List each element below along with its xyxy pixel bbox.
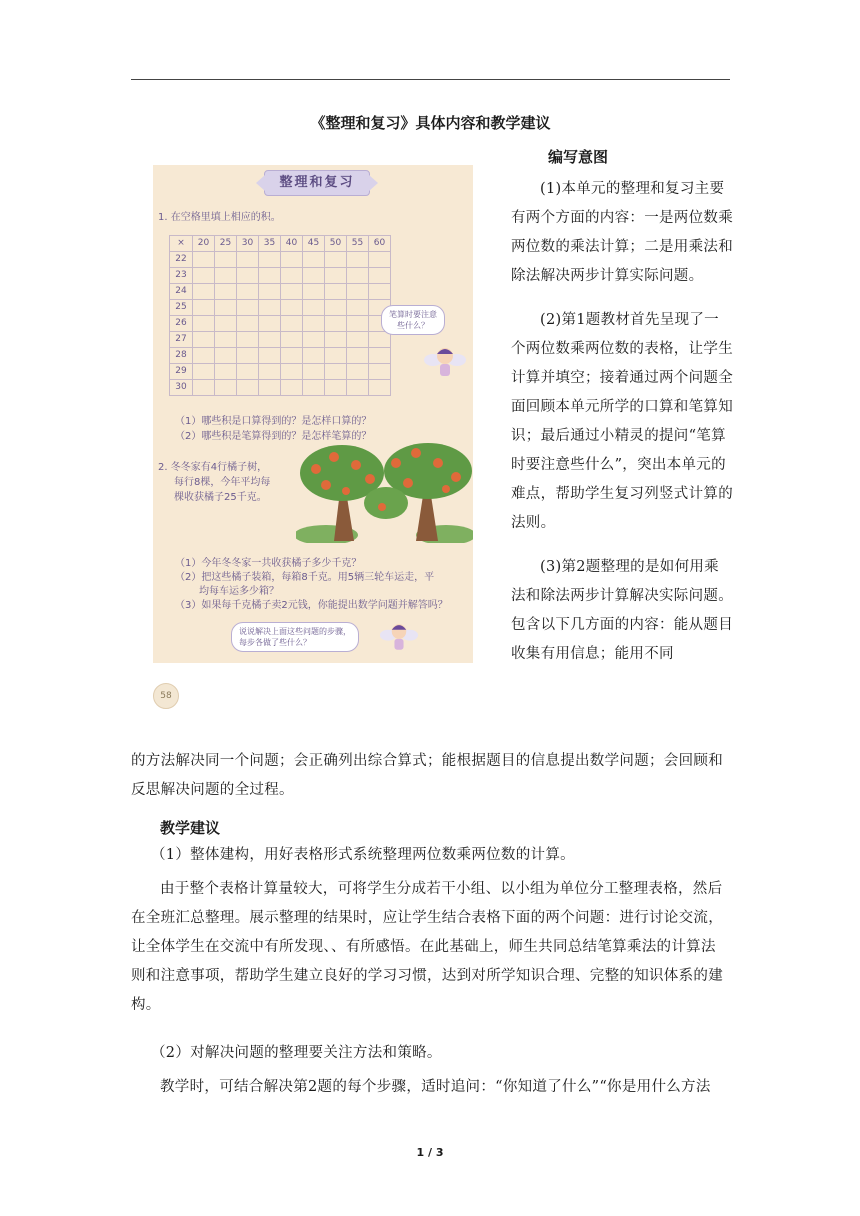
heading-intent: 编写意图 <box>548 148 609 166</box>
suggestion-2-heading: （2）对解决问题的整理要关注方法和策略。 <box>151 1045 442 1061</box>
grid-row-label: 30 <box>170 380 193 396</box>
fairy-speech-bubble-2: 说说解决上面这些问题的步骤， 每步各做了些什么？ <box>231 622 359 652</box>
textbook-q2: 2. 冬冬家有4行橘子树， 每行8棵，今年平均每 棵收获橘子25千克。 <box>158 462 271 503</box>
textbook-q1-sub1: （1）哪些积是口算得到的？是怎样口算的？ <box>175 416 372 427</box>
grid-header-cell: 25 <box>215 236 237 252</box>
grid-row-label: 27 <box>170 332 193 348</box>
intent-section <box>511 175 733 669</box>
fairy-speech-bubble-1: 笔算时要注意 些什么？ <box>381 305 445 335</box>
grid-header-cell: 55 <box>347 236 369 252</box>
grid-header-cell: 50 <box>325 236 347 252</box>
grid-header-cell: 35 <box>259 236 281 252</box>
grid-header-row <box>170 236 391 252</box>
textbook-q2-sub3: （3）如果每千克橘子卖2元钱，你能提出数学问题并解答吗？ <box>175 600 448 611</box>
textbook-page-image <box>153 165 473 663</box>
intent-paragraph-3: (3)第2题整理的是如何用乘法和除法两步计算解决实际问题。包含以下几方面的内容：能从题目收集有用信息；能用不同 <box>511 559 733 662</box>
grid-header-cell: 40 <box>281 236 303 252</box>
grid-row <box>170 316 391 332</box>
grid-row <box>170 348 391 364</box>
suggestion-1: （1）整体建构，用好表格形式系统整理两位数乘两位数的计算。 由于整个表格计算量较大，可将学生分成若干小组、以小组为单位分工整理表格，然后 在全班汇总整理。展示整理的结果时，应让学生结合表格下面的两个问题：进行讨论交流， 让全体学生在交流中有所发现、、有所感悟。在此基础上，师生共同总结笔算乘法的计算法 则和注意事项，帮助学生建立良好的学习习惯，达到对所学知识合理、完整的知识体系的建 构。 <box>131 841 733 1020</box>
grid-row-label: 24 <box>170 284 193 300</box>
textbook-q1: 1. 在空格里填上相应的积。 <box>158 212 281 223</box>
grid-header-cell: 30 <box>237 236 259 252</box>
intent-paragraph-2: (2)第1题教材首先呈现了一个两位数乘两位数的表格，让学生计算并填空；接着通过两个问题全面回顾本单元所学的口算和笔算知识；最后通过小精灵的提问“笔算时要注意些什么”，突出本单元的难点，帮助学生复习列竖式计算的法则。 <box>511 312 733 531</box>
grid-row <box>170 332 391 348</box>
grid-row <box>170 300 391 316</box>
header-rule <box>131 79 730 80</box>
grid-header-cell: 20 <box>193 236 215 252</box>
grid-header-cell: 60 <box>369 236 391 252</box>
fairy-icon <box>379 617 419 657</box>
grid-row <box>170 380 391 396</box>
grid-row-label: 28 <box>170 348 193 364</box>
grid-row <box>170 268 391 284</box>
heading-suggestions: 教学建议 <box>160 819 221 837</box>
suggestion-2: （2）对解决问题的整理要关注方法和策略。 教学时，可结合解决第2题的每个步骤，适时追问：“你知道了什么”“你是用什么方法 <box>131 1039 733 1102</box>
grid-row-label: 26 <box>170 316 193 332</box>
grid-header-cell: × <box>170 236 193 252</box>
document-title: 《整理和复习》具体内容和教学建议 <box>310 114 551 132</box>
orange-trees-illustration <box>296 443 473 543</box>
grid-row-label: 29 <box>170 364 193 380</box>
grid-row-label: 23 <box>170 268 193 284</box>
fairy-icon <box>423 340 467 384</box>
grid-row-label: 22 <box>170 252 193 268</box>
textbook-q1-sub2: （2）哪些积是笔算得到的？是怎样笔算的？ <box>175 431 372 442</box>
grid-row-label: 25 <box>170 300 193 316</box>
grid-row <box>170 364 391 380</box>
page-footer: 1 / 3 <box>416 1146 444 1159</box>
grid-header-cell: 45 <box>303 236 325 252</box>
suggestion-1-heading: （1）整体建构，用好表格形式系统整理两位数乘两位数的计算。 <box>151 847 575 863</box>
textbook-q2-sub1: （1）今年冬冬家一共收获橘子多少千克？ <box>175 558 362 569</box>
grid-row <box>170 252 391 268</box>
textbook-q2-sub2: （2）把这些橘子装箱，每箱8千克。用5辆三轮车运走，平 均每车运多少箱？ <box>175 572 435 597</box>
intent-paragraph-3-continued: 的方法解决同一个问题；会正确列出综合算式；能根据题目的信息提出数学问题；会回顾和 反思解决问题的全过程。 <box>131 753 723 798</box>
textbook-page-number: 58 <box>153 683 179 709</box>
multiplication-grid <box>169 235 391 396</box>
grid-row <box>170 284 391 300</box>
textbook-banner: 整理和复习 <box>264 170 370 196</box>
intent-paragraph-1: (1)本单元的整理和复习主要有两个方面的内容：一是两位数乘两位数的乘法计算；二是用乘法和除法解决两步计算实际问题。 <box>511 181 733 284</box>
